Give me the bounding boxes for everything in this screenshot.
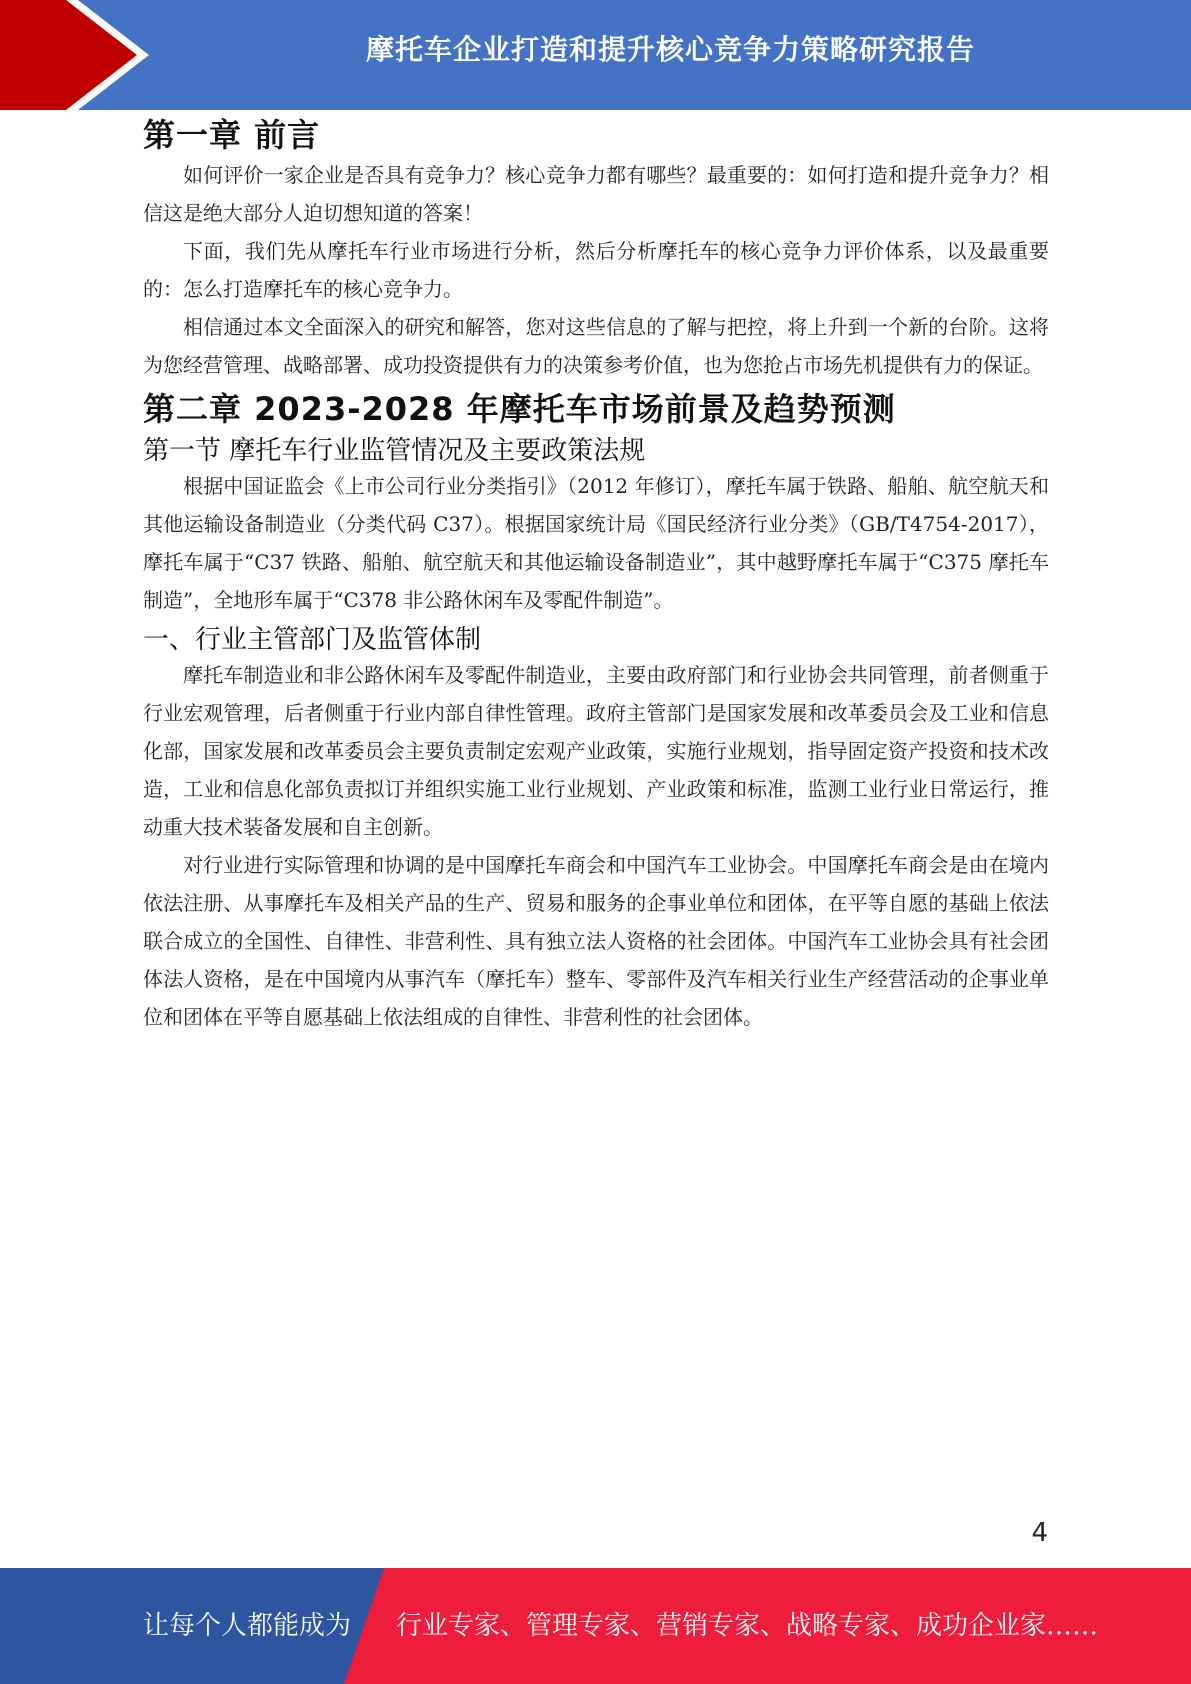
report-title: 摩托车企业打造和提升核心竞争力策略研究报告 bbox=[365, 33, 975, 66]
section-1-paragraph: 根据中国证监会《上市公司行业分类指引》（2012 年修订），摩托车属于铁路、船舶、航空航天和其他运输设备制造业（分类代码 C37）。根据国家统计局《国民经济行业分类》（GB/T4754-2017），摩托车属于“C37 铁路、船舶、航空航天和其他运输设备制造业”，其中越野摩托车属于“C375 摩托车制造”，全地形车属于“C378 非公路休闲车及零配件制造”。 bbox=[143, 474, 1049, 612]
subsection-1-heading: 一、行业主管部门及监管体制 bbox=[143, 625, 482, 655]
document-body bbox=[143, 110, 1049, 1036]
footer-banner bbox=[0, 1568, 1191, 1684]
header-banner bbox=[0, 0, 1191, 110]
chapter-1-heading: 第一章 前言 bbox=[143, 116, 321, 154]
chapter-1-paragraph: 下面，我们先从摩托车行业市场进行分析，然后分析摩托车的核心竞争力评价体系，以及最重要的：怎么打造摩托车的核心竞争力。 bbox=[143, 239, 1049, 301]
chapter-1-paragraph: 相信通过本文全面深入的研究和解答，您对这些信息的了解与把控，将上升到一个新的台阶。这将为您经营管理、战略部署、成功投资提供有力的决策参考价值，也为您抢占市场先机提供有力的保证。 bbox=[143, 315, 1049, 377]
header-arrow-decoration bbox=[0, 0, 160, 110]
chapter-2-heading: 第二章 2023-2028 年摩托车市场前景及趋势预测 bbox=[143, 390, 896, 428]
footer-slogan-left: 让每个人都能成为 bbox=[143, 1611, 352, 1641]
footer-slogan-right: 行业专家、管理专家、营销专家、战略专家、成功企业家…… bbox=[396, 1611, 1099, 1641]
page-number: 4 bbox=[1031, 1518, 1048, 1548]
chapter-1-paragraph: 如何评价一家企业是否具有竞争力？核心竞争力都有哪些？最重要的：如何打造和提升竞争力？相信这是绝大部分人迫切想知道的答案！ bbox=[143, 163, 1049, 225]
section-1-heading: 第一节 摩托车行业监管情况及主要政策法规 bbox=[143, 436, 646, 466]
subsection-1-paragraph: 对行业进行实际管理和协调的是中国摩托车商会和中国汽车工业协会。中国摩托车商会是由在境内依法注册、从事摩托车及相关产品的生产、贸易和服务的企事业单位和团体，在平等自愿的基础上依法联合成立的全国性、自律性、非营利性、具有独立法人资格的社会团体。中国汽车工业协会具有社会团体法人资格，是在中国境内从事汽车（摩托车）整车、零部件及汽车相关行业生产经营活动的企事业单位和团体在平等自愿基础上依法组成的自律性、非营利性的社会团体。 bbox=[143, 853, 1049, 1029]
subsection-1-paragraph: 摩托车制造业和非公路休闲车及零配件制造业，主要由政府部门和行业协会共同管理，前者侧重于行业宏观管理，后者侧重于行业内部自律性管理。政府主管部门是国家发展和改革委员会及工业和信息化部，国家发展和改革委员会主要负责制定宏观产业政策，实施行业规划，指导固定资产投资和技术改造，工业和信息化部负责拟订并组织实施工业行业规划、产业政策和标准，监测工业行业日常运行，推动重大技术装备发展和自主创新。 bbox=[143, 663, 1049, 839]
